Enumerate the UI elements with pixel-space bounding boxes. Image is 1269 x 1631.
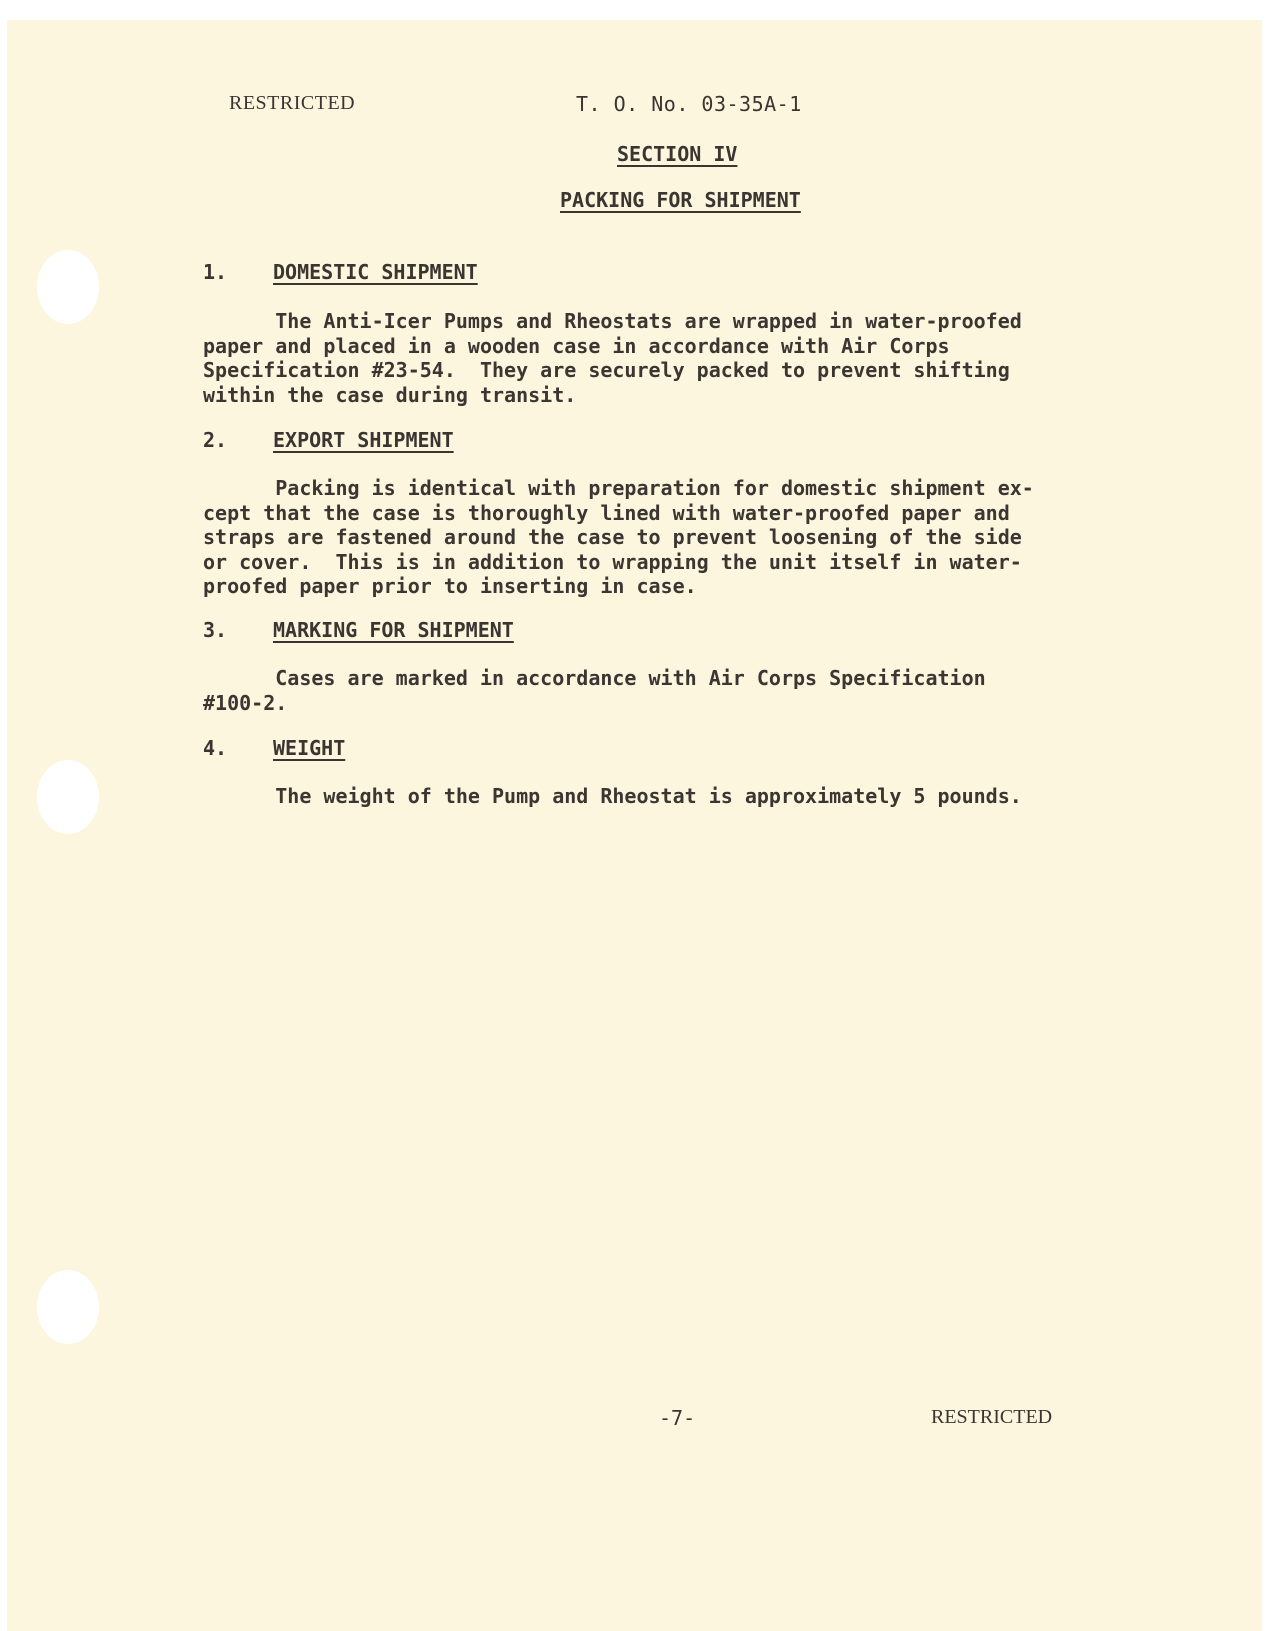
section-heading: SECTION IV [617, 142, 738, 166]
footer-classification: RESTRICTED [931, 1406, 1053, 1428]
item-3-paragraph [203, 666, 986, 715]
paragraph-line: Specification #23-54. They are securely packed to prevent shifting [203, 358, 1010, 382]
paragraph-line: Cases are marked in accordance with Air Corps Specification [203, 666, 986, 690]
paragraph-line: The weight of the Pump and Rheostat is approximately 5 pounds. [203, 784, 1022, 808]
item-title: DOMESTIC SHIPMENT [273, 260, 478, 284]
item-number: 4. [203, 736, 228, 760]
paragraph-line: The Anti-Icer Pumps and Rheostats are wrapped in water-proofed [203, 309, 1022, 333]
paragraph-line: proofed paper prior to inserting in case. [203, 574, 697, 598]
paragraph-line: cept that the case is thoroughly lined with water-proofed paper and [203, 500, 1010, 525]
item-title: WEIGHT [273, 736, 346, 760]
paragraph-line: straps are fastened around the case to prevent loosening of the side [203, 525, 1022, 549]
page-title: PACKING FOR SHIPMENT [560, 188, 801, 212]
punch-hole [37, 760, 99, 834]
item-title: MARKING FOR SHIPMENT [273, 618, 514, 642]
item-4-paragraph [203, 784, 1022, 809]
item-1-paragraph [203, 309, 1022, 407]
paragraph-line: #100-2. [203, 690, 288, 715]
paragraph-line: within the case during transit. [203, 382, 577, 407]
item-number: 2. [203, 428, 228, 452]
tech-order-number: T. O. No. 03-35A-1 [576, 92, 802, 116]
paragraph-line: or cover. This is in addition to wrapping the unit itself in water- [203, 549, 1022, 574]
page-number: -7- [659, 1406, 696, 1430]
item-2-paragraph [203, 476, 1034, 599]
document-page [7, 20, 1262, 1631]
paragraph-line: Packing is identical with preparation for domestic shipment ex- [203, 476, 1034, 500]
item-title: EXPORT SHIPMENT [273, 428, 454, 452]
item-number: 3. [203, 618, 228, 642]
punch-hole [37, 250, 99, 324]
punch-hole [37, 1270, 99, 1344]
paragraph-line: paper and placed in a wooden case in accordance with Air Corps [203, 333, 950, 358]
item-number: 1. [203, 260, 228, 284]
header-classification: RESTRICTED [229, 92, 356, 114]
